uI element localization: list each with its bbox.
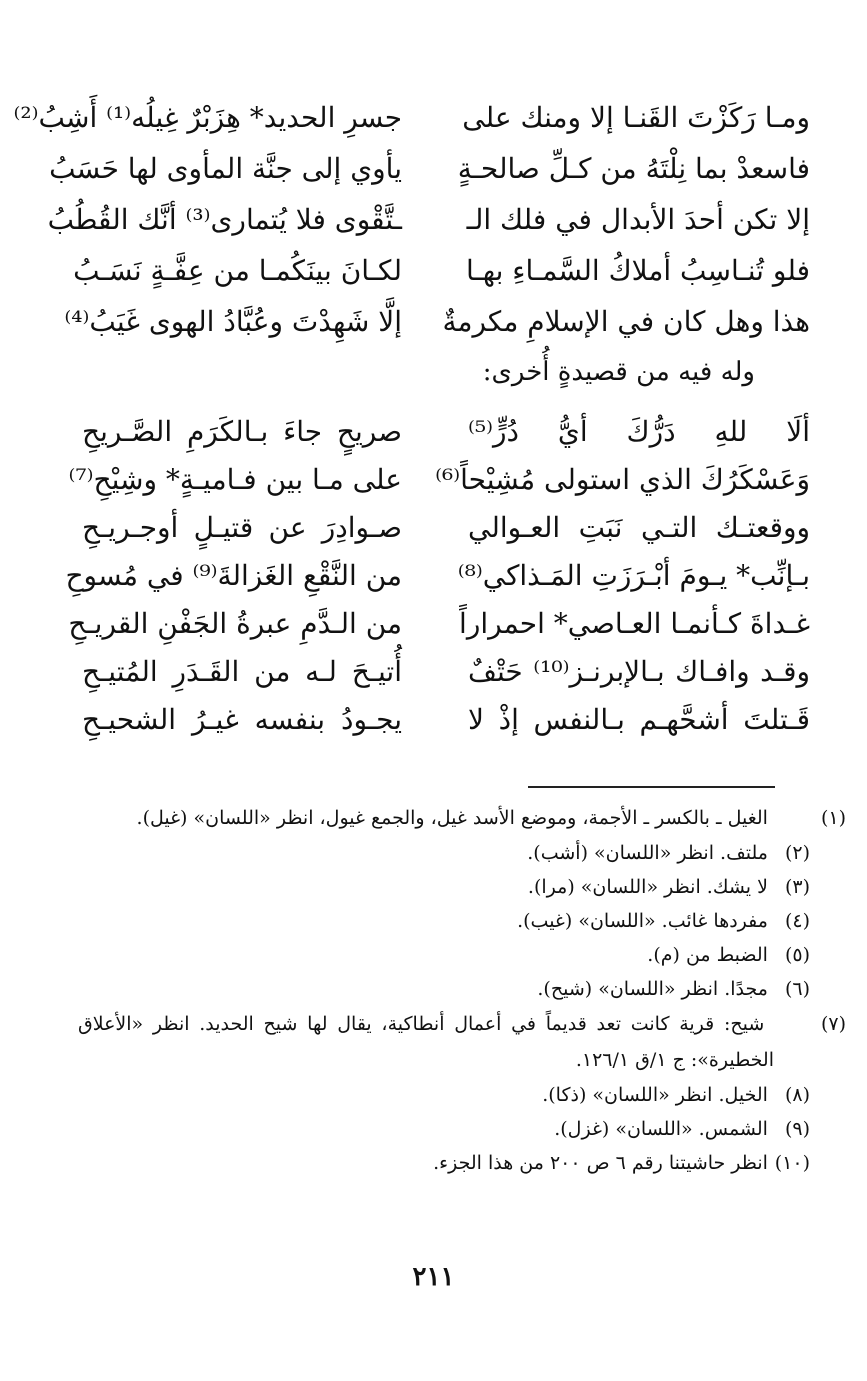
footnote-text: شيح: قرية كانت تعد قديماً في أعمال أنطاكية، يقال لها شيح الحديد. انظر «الأعلاق الخطيرة»: ج ١/ق ١٢٦/١.: [78, 1013, 774, 1071]
footnote-text: الخيل. انظر «اللسان» (ذكا).: [542, 1084, 768, 1106]
footnote-number: (١٠): [774, 1152, 810, 1174]
footnote-number: (٥): [784, 944, 810, 966]
verse-first-hemistich: ألَا للهِ دَرُّكَ أيُّ دُرٍّ⁽⁵⁾: [468, 415, 810, 448]
footnote-text: لا يشك. انظر «اللسان» (مرا).: [527, 876, 768, 898]
verse-first-hemistich: فاسعدْ بما نِلْتَهُ من كـلِّ صالحـةٍ: [457, 152, 810, 185]
footnote: [78, 972, 810, 1006]
footnote-text: الضبط من (م).: [647, 944, 768, 966]
verse-first-hemistich: ووقعتـك التـي نَبَتِ العـوالي: [468, 511, 810, 544]
footnote-number: (٢): [784, 842, 810, 864]
footnote-number: (٤): [784, 910, 810, 932]
poem-verse: [47, 200, 810, 251]
verse-second-hemistich: إلَّا شَهِدْتَ وعُبَّادُ الهوى غَيَبُ⁽⁴⁾: [64, 305, 402, 338]
footnote-text: مفردها غائب. «اللسان» (غيب).: [517, 910, 768, 932]
poem-verse: [65, 556, 810, 604]
poem-verse: [70, 251, 810, 302]
verse-first-hemistich: ومـا رَكَزْتَ القَنـا إلا ومنك على: [462, 101, 810, 134]
footnote-number: (٩): [784, 1118, 810, 1140]
footnote: [78, 870, 810, 904]
poem-verse: [70, 460, 810, 508]
verse-first-hemistich: هذا وهل كان في الإسلامِ مكرمةٌ: [442, 305, 810, 338]
poem-verse: [13, 98, 810, 149]
footnote: [78, 1078, 810, 1112]
verse-first-hemistich: غـداةَ كـأنمـا العـاصي* احمراراً: [459, 607, 810, 640]
verse-second-hemistich: ـتَّقْوى فلا يُتمارى⁽³⁾ أنَّك القُطُبُ: [47, 203, 402, 236]
verse-second-hemistich: جسرِ الحديد* هِزَبْرٌ غِيلُه⁽¹⁾ أَشِبُ⁽²⁾: [13, 101, 402, 134]
poem-first: [13, 98, 810, 353]
verse-first-hemistich: قَـتلتَ أشحَّهـم بـالنفس إذْ لا: [468, 703, 810, 736]
footnote-number: (٦): [784, 978, 810, 1000]
poem-verse: [70, 508, 810, 556]
verse-first-hemistich: فلو تُنـاسِبُ أملاكُ السَّمـاءِ بهـا: [465, 254, 810, 287]
verse-second-hemistich: على مـا بين فـاميـةٍ* وشِيْحِ⁽⁷⁾: [68, 463, 402, 496]
verse-first-hemistich: وقـد وافـاك بـالإبرنـز⁽¹⁰⁾ حَتْفٌ: [468, 655, 810, 688]
footnote: [78, 904, 810, 938]
verse-second-hemistich: صـوادِرَ عن قتيـلٍ أوجـريـحِ: [82, 511, 402, 544]
footnote-text: مجدًا. انظر «اللسان» (شيح).: [537, 978, 768, 1000]
footnote-text: الشمس. «اللسان» (غزل).: [554, 1118, 768, 1140]
footnote: [78, 1112, 810, 1146]
verse-second-hemistich: يأوي إلى جنَّة المأوى لها حَسَبُ: [49, 152, 402, 185]
verse-first-hemistich: بـإنِّب* يـومَ أبْـرَزَتِ المَـذاكي⁽⁸⁾: [457, 559, 810, 592]
poem-verse: [70, 412, 810, 460]
poem-intro-line: وله فيه من قصيدةٍ أُخرى:: [482, 357, 755, 387]
footnote-number: (٣): [784, 876, 810, 898]
verse-second-hemistich: يجـودُ بنفسه غيـرُ الشحيـحِ: [82, 703, 402, 736]
verse-first-hemistich: وَعَسْكَرُكَ الذي استولى مُشِيْحاً⁽⁶⁾: [435, 463, 810, 496]
footnote: [78, 938, 810, 972]
footnote-text: الغيل ـ بالكسر ـ الأجمة، وموضع الأسد غيل، والجمع غيول، انظر «اللسان» (غيل).: [136, 807, 768, 829]
footnote: [78, 1006, 846, 1078]
poem-second: [65, 412, 810, 748]
footnote-number: (٧): [820, 1013, 846, 1035]
poem-verse: [70, 604, 810, 652]
footnotes: [78, 800, 846, 1180]
verse-second-hemistich: من الـدَّمِ عبرةُ الجَفْنِ القريـحِ: [68, 607, 402, 640]
footnote: [78, 800, 846, 836]
footnote-text: ملتف. انظر «اللسان» (أشب).: [527, 842, 768, 864]
poem-verse: [70, 700, 810, 748]
page-number: ٢١١: [412, 1262, 455, 1292]
footnote: [78, 836, 810, 870]
poem-verse: [64, 302, 810, 353]
poem-verse: [70, 652, 810, 700]
verse-first-hemistich: إلا تكن أحدَ الأبدال في فلك الـ: [466, 203, 810, 236]
footnote-number: (٨): [784, 1084, 810, 1106]
verse-second-hemistich: أُتيـحَ لـه من القَـدَرِ المُتيـحِ: [82, 655, 402, 688]
footnote-separator: [528, 786, 775, 788]
verse-second-hemistich: لكـانَ بينَكُمـا من عِفَّـةٍ نَسَـبُ: [73, 254, 402, 287]
footnote-text: انظر حاشيتنا رقم ٦ ص ٢٠٠ من هذا الجزء.: [433, 1152, 768, 1174]
verse-second-hemistich: صريحٍ جاءَ بـالكَرَمِ الصَّـريحِ: [82, 415, 402, 448]
footnote: [78, 1146, 810, 1180]
footnote-number: (١): [820, 807, 846, 829]
verse-second-hemistich: من النَّقْعِ الغَزالةَ⁽⁹⁾ في مُسوحِ: [65, 559, 402, 592]
poem-verse: [49, 149, 810, 200]
